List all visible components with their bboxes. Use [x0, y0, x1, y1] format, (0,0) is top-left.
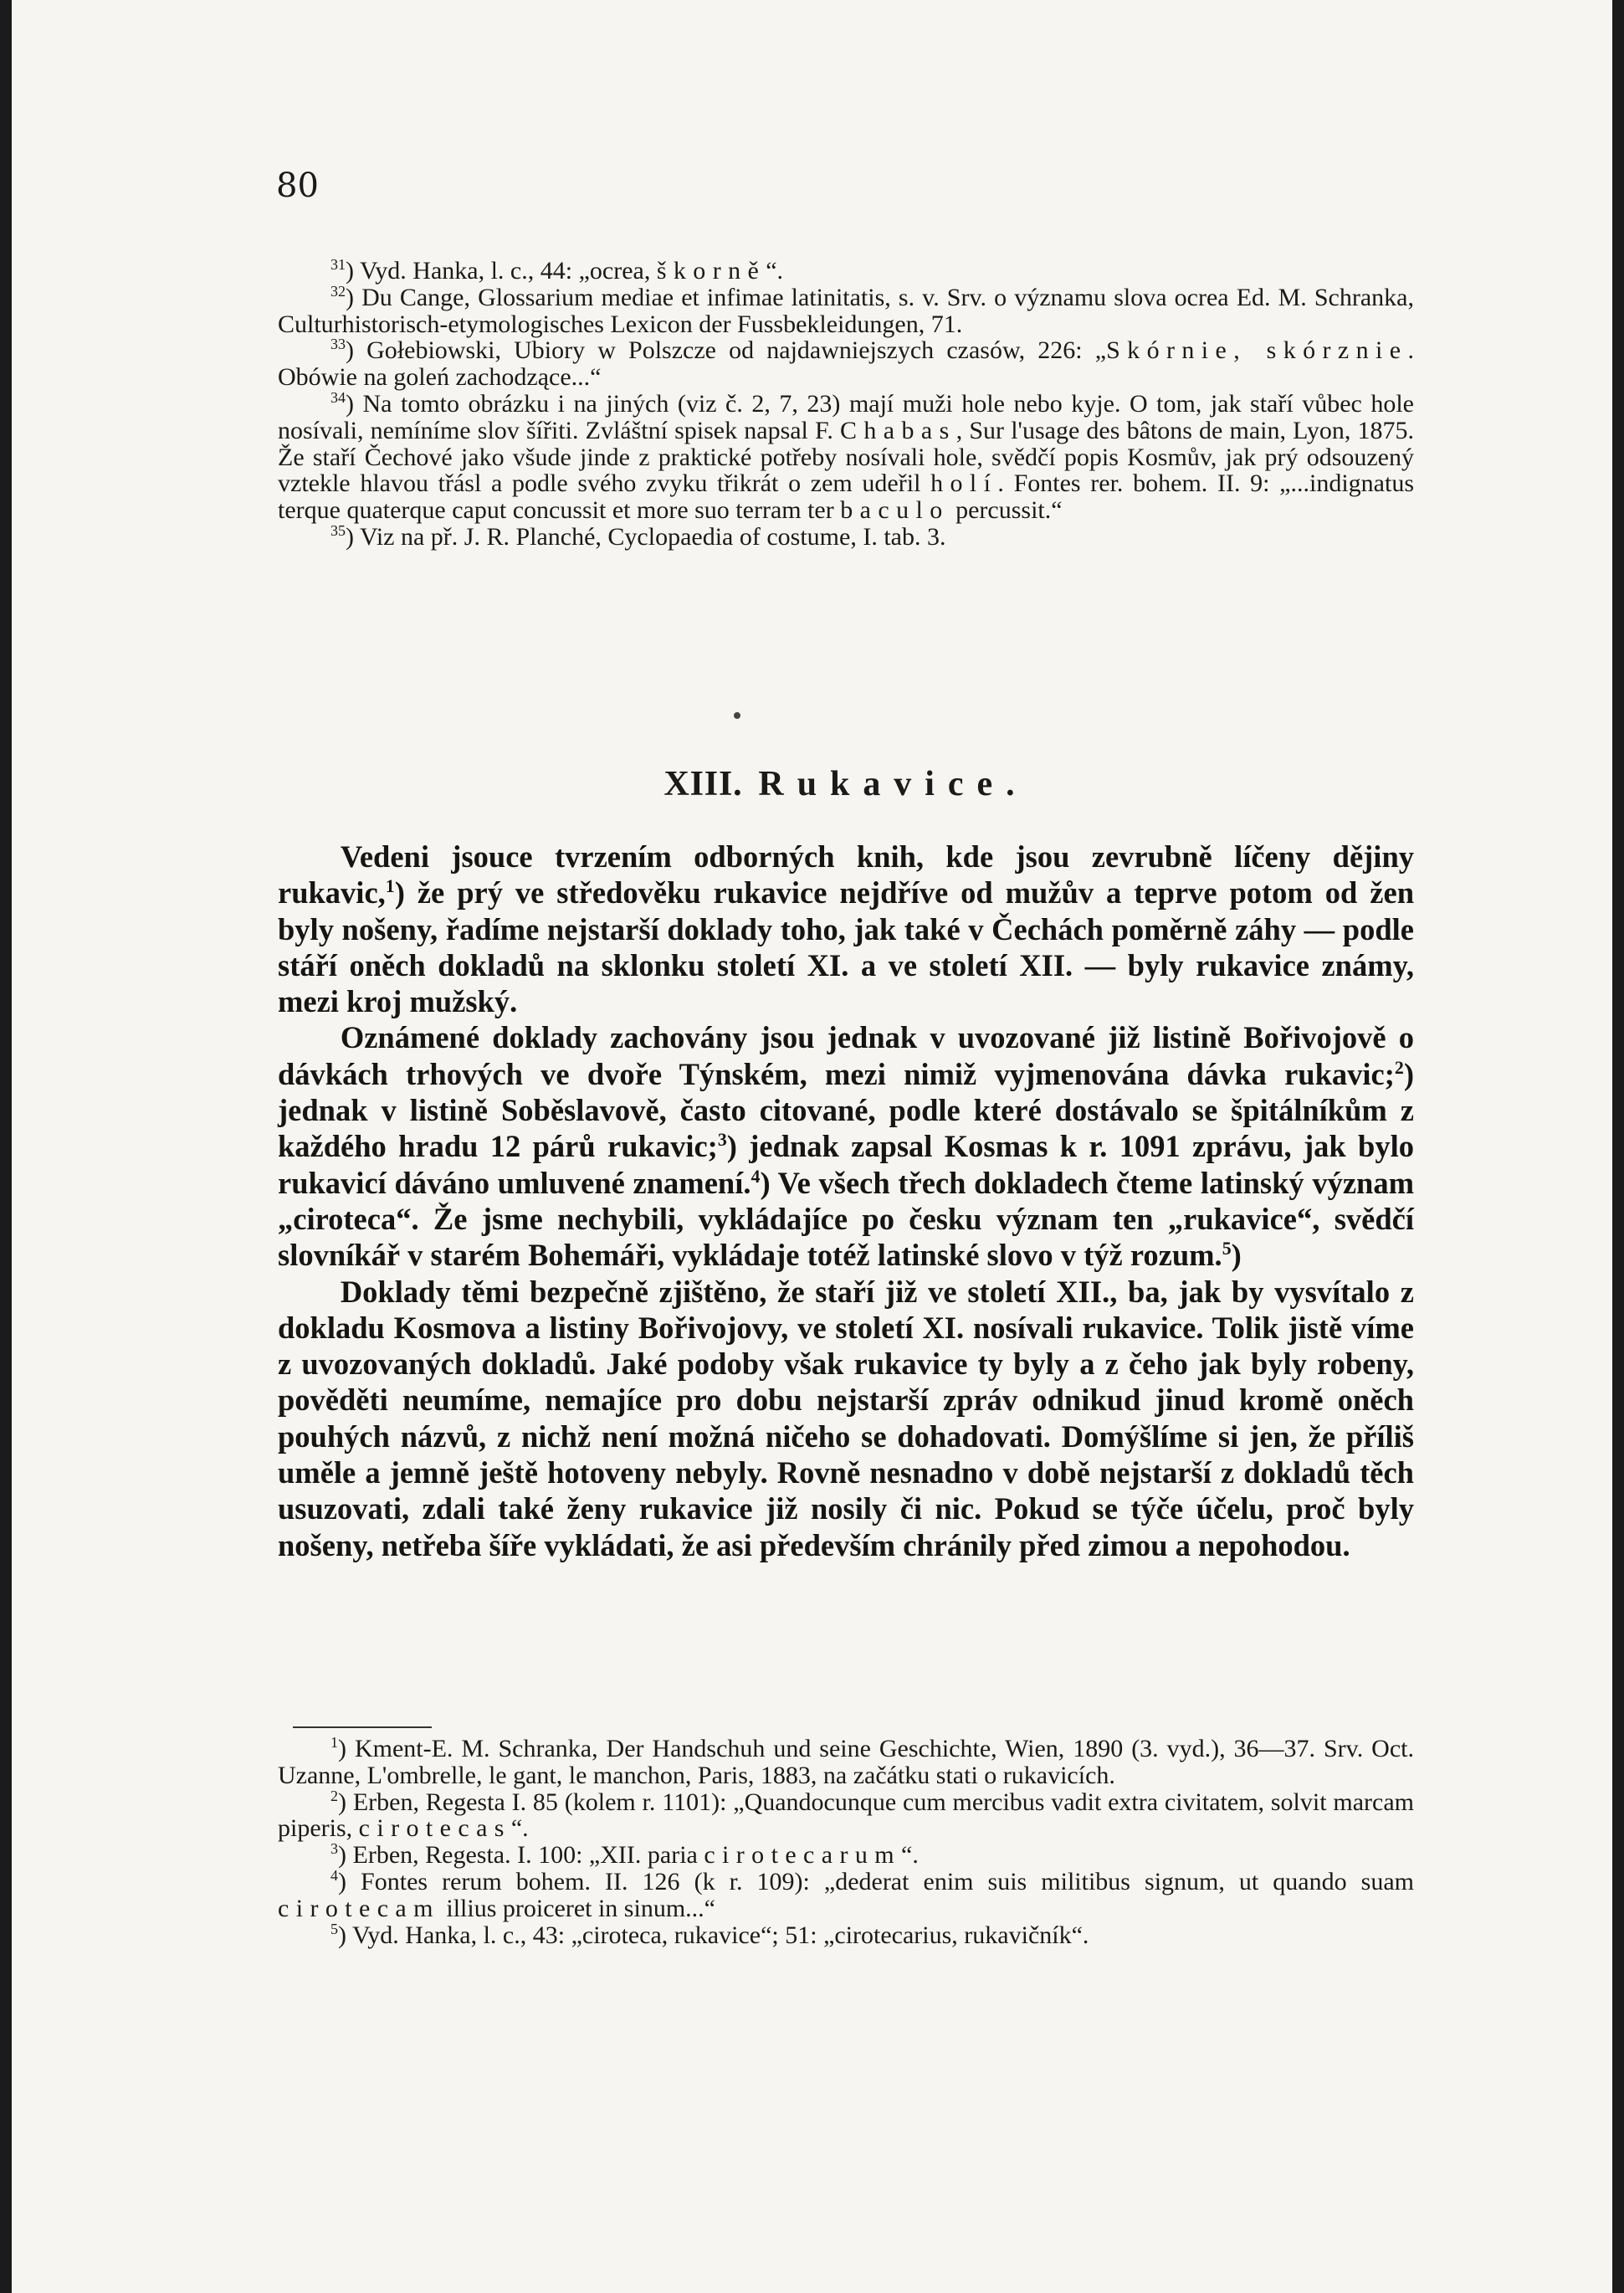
- footnote: $^{31}$) Vyd. Hanka, l. c., 44: „ocrea, škorně“.: [330, 256, 784, 285]
- body-paragraph: [278, 1274, 1414, 1563]
- footnote: $^5$) Vyd. Hanka, l. c., 43: „ciroteca, rukavice“; 51: „cirotecarius, rukavičník“.: [330, 1920, 1089, 1949]
- text-run: Viz na př. J. R. Planché, Cyclopaedia of costume, I. tab. 3.: [359, 522, 946, 551]
- text-run: Vedeni jsouce tvrzením odborných knih, kde jsou zevrubně líčeny dějiny rukavic,: [278, 839, 1414, 911]
- book-page: [12, 0, 1612, 2293]
- text-run: ) že prý ve středověku rukavice nejdříve od mužův a teprve potom od žen byly nošeny, řadíme nejstarší doklady toho, jak také v Čechách poměrně záhy — podle stáří oněch dokladů na sklonku století XI. a ve století XII. — byly rukavice známy, mezi kroj mužský.: [278, 875, 1414, 1019]
- text-run: Oznámené doklady zachovány jsou jednak v uvozované již listině Bořivojově o dávkách trhových ve dvoře Týnském, mezi nimiž vyjmenována dávka rukavic;: [278, 1020, 1414, 1091]
- footnote-number: 31: [330, 256, 346, 273]
- footnote: $^{33}$) Gołebiowski, Ubiory w Polszcze od najdawniejszych czasów, 226: „Skórnie, skórznie. Obówie na goleń zachodzące...“: [278, 336, 1414, 392]
- text-run: Vyd. Hanka, l. c., 44: „ocrea,: [359, 257, 657, 285]
- footnote: $^4$) Fontes rerum bohem. II. 126 (k r. 109): „dederat enim suis militibus signum, ut quando suam cirotecam illius proiceret in sinum...“: [278, 1866, 1414, 1922]
- body-paragraph: [278, 839, 1414, 1019]
- text-run: Erben, Regesta. I. 100: „XII. paria: [352, 1841, 704, 1870]
- spaced-emphasis: cirotecas: [358, 1814, 511, 1843]
- footnote-ref: 3: [717, 1129, 727, 1151]
- text-run: ): [1231, 1238, 1242, 1273]
- chapter-heading: [278, 763, 1414, 805]
- footnote-separator: [293, 1726, 432, 1728]
- footnote-number: 35: [330, 521, 346, 539]
- footnote-ref: 4: [751, 1165, 761, 1187]
- text-run: illius proiceret in sinum...“: [439, 1894, 715, 1922]
- text-run: ) jednak v listině Soběslavově, často citované, podle které dostávalo se špitálníkům z každého hradu 12 párů rukavic;: [278, 1056, 1414, 1164]
- text-run: Vyd. Hanka, l. c., 43: „ciroteca, rukavice“; 51: „cirotecarius, rukavičník“.: [351, 1921, 1089, 1949]
- footnote: $^2$) Erben, Regesta I. 85 (kolem r. 1101): „Quandocunque cum mercibus vadit extra civitatem, solvit marcam piperis, cirotecas“.: [278, 1787, 1414, 1843]
- footnote: $^{35}$) Viz na př. J. R. Planché, Cyclopaedia of costume, I. tab. 3.: [330, 521, 946, 551]
- footnote: $^1$) Kment-E. M. Schranka, Der Handschuh und seine Geschichte, Wien, 1890 (3. vyd.), 36—37. Srv. Oct. Uzanne, L'ombrelle, le gant, le manchon, Paris, 1883, na začátku stati o rukavicích.: [278, 1734, 1414, 1789]
- text-run: Du Cange, Glossarium mediae et infimae latinitatis, s. v. Srv. o významu slova ocrea Ed. M. Schranka, Culturhistorisch-etymologisches Lexicon der Fussbekleidungen, 71.: [278, 283, 1414, 338]
- footnote-number: 5: [330, 1920, 338, 1937]
- spaced-emphasis: baculo: [840, 496, 950, 525]
- spaced-emphasis: Chabas: [840, 416, 956, 444]
- footnote-number: 2: [330, 1787, 338, 1804]
- text-run: Doklady těmi bezpečně zjištěno, že staří již ve století XII., ba, jak by vysvítalo z dokladu Kosmova a listiny Bořivojovy, ve století XI. nosívali rukavice. Tolik jistě víme z uvozovaných dokladů. Jaké podoby však rukavice ty byly a z čeho jak byly robeny, pověděti neumíme, nemajíce pro dobu nejstarší zpráv odnikud jinud kromě oněch pouhých názvů, z nichž není možná ničeho se dohadovati. Domýšlíme si jen, že příliš uměle a jemně ještě hotoveny nebyly. Rovně nesnadno v době nejstarší z dokladů těch usuzovati, zdali také ženy rukavice již nosily či nic. Pokud se týče účelu, proč byly nošeny, netřeba šíře vykládati, že asi především chránily před zimou a nepohodou.: [278, 1274, 1414, 1562]
- text-run: “.: [901, 1841, 919, 1870]
- text-run: ) Ve všech třech dokladech čteme latinský význam „ciroteca“. Že jsme nechybili, vykládajíce po česku význam ten „rukavice“, svědčí slovníkář v starém Bohemáři, vykládaje totéž latinské slovo v týž rozum.: [278, 1165, 1414, 1273]
- footnote-number: 1: [330, 1734, 338, 1751]
- footnote-ref: 2: [1394, 1056, 1404, 1078]
- spaced-emphasis: cirotecam: [278, 1894, 440, 1922]
- footnote-ref: 1: [385, 875, 395, 897]
- footnotes-bottom: [278, 1736, 1414, 1948]
- text-run: , Sur l'usage des bâtons de main, Lyon, 1875. Že staří Čechové jako všude jinde z praktické potřeby nosívali hole, svědčí popis Kosmův, jak prý odsouzený vztekle hlavou třásl a podle svého zvyku třikrát o zem udeřil: [278, 416, 1414, 498]
- text-run: Na tomto obrázku i na jiných (viz č. 2, 7, 23) mají muži hole nebo kyje. O tom, jak staří vůbec hole nosívali, nemíníme slov šířiti. Zvláštní spisek napsal F.: [278, 389, 1414, 444]
- spaced-emphasis: Skórnie, skórznie: [1106, 336, 1408, 365]
- text-run: . Obówie na goleń zachodzące...“: [278, 336, 1414, 392]
- text-run: ) jednak zapsal Kosmas k r. 1091 zprávu, jak bylo rukavicí dáváno umluvené znamení.: [278, 1129, 1414, 1200]
- footnote: $^{32}$) Du Cange, Glossarium mediae et infimae latinitatis, s. v. Srv. o významu slova ocrea Ed. M. Schranka, Culturhistorisch-etymologisches Lexicon der Fussbekleidungen, 71.: [278, 282, 1414, 338]
- text-run: Kment-E. M. Schranka, Der Handschuh und seine Geschichte, Wien, 1890 (3. vyd.), 36—37. Srv. Oct. Uzanne, L'ombrelle, le gant, le manchon, Paris, 1883, na začátku stati o rukavicích.: [278, 1735, 1414, 1789]
- text-run: Gołebiowski, Ubiory w Polszcze od najdawniejszych czasów, 226: „: [366, 336, 1107, 365]
- footnote: $^3$) Erben, Regesta. I. 100: „XII. paria cirotecarum“.: [330, 1840, 919, 1870]
- footnote-number: 32: [330, 282, 346, 300]
- footnote-number: 4: [330, 1866, 338, 1884]
- spaced-emphasis: holí: [930, 469, 998, 498]
- footnote-number: 34: [330, 388, 346, 406]
- spaced-emphasis: škorně: [656, 257, 766, 285]
- footnote-number: 33: [330, 336, 346, 353]
- body-paragraph: [278, 1019, 1414, 1273]
- text-run: percussit.“: [949, 496, 1063, 525]
- text-run: Erben, Regesta I. 85 (kolem r. 1101): „Quandocunque cum mercibus vadit extra civitatem, solvit marcam piperis,: [278, 1788, 1414, 1843]
- text-run: . Fontes rer. bohem. II. 9: „...indignatus terque quaterque caput concussit et more suo terram ter: [278, 469, 1414, 525]
- body-text: [278, 839, 1414, 1563]
- chapter-title: Rukavice.: [758, 765, 1028, 803]
- footnote-number: 3: [330, 1840, 338, 1858]
- text-run: Fontes rerum bohem. II. 126 (k r. 109): „dederat enim suis militibus signum, ut quando suam: [361, 1867, 1414, 1895]
- ink-speck: [734, 712, 740, 719]
- page-number: 80: [276, 167, 319, 205]
- footnotes-top: [278, 258, 1414, 551]
- footnote: $^{34}$) Na tomto obrázku i na jiných (viz č. 2, 7, 23) mají muži hole nebo kyje. O tom, jak staří vůbec hole nosívali, nemíníme slov šířiti. Zvláštní spisek napsal F. Chabas, Sur l'usage des bâtons de main, Lyon, 1875. Že staří Čechové jako všude jinde z praktické potřeby nosívali hole, svědčí popis Kosmův, jak prý odsouzený vztekle hlavou třásl a podle svého zvyku třikrát o zem udeřil holí. Fontes rer. bohem. II. 9: „...indignatus terque quaterque caput concussit et more suo terram ter baculo percussit.“: [278, 388, 1414, 525]
- text-run: “.: [510, 1814, 529, 1843]
- chapter-number: XIII.: [663, 765, 743, 803]
- text-run: “.: [766, 257, 784, 285]
- footnote-ref: 5: [1222, 1238, 1232, 1259]
- spaced-emphasis: cirotecarum: [704, 1841, 901, 1870]
